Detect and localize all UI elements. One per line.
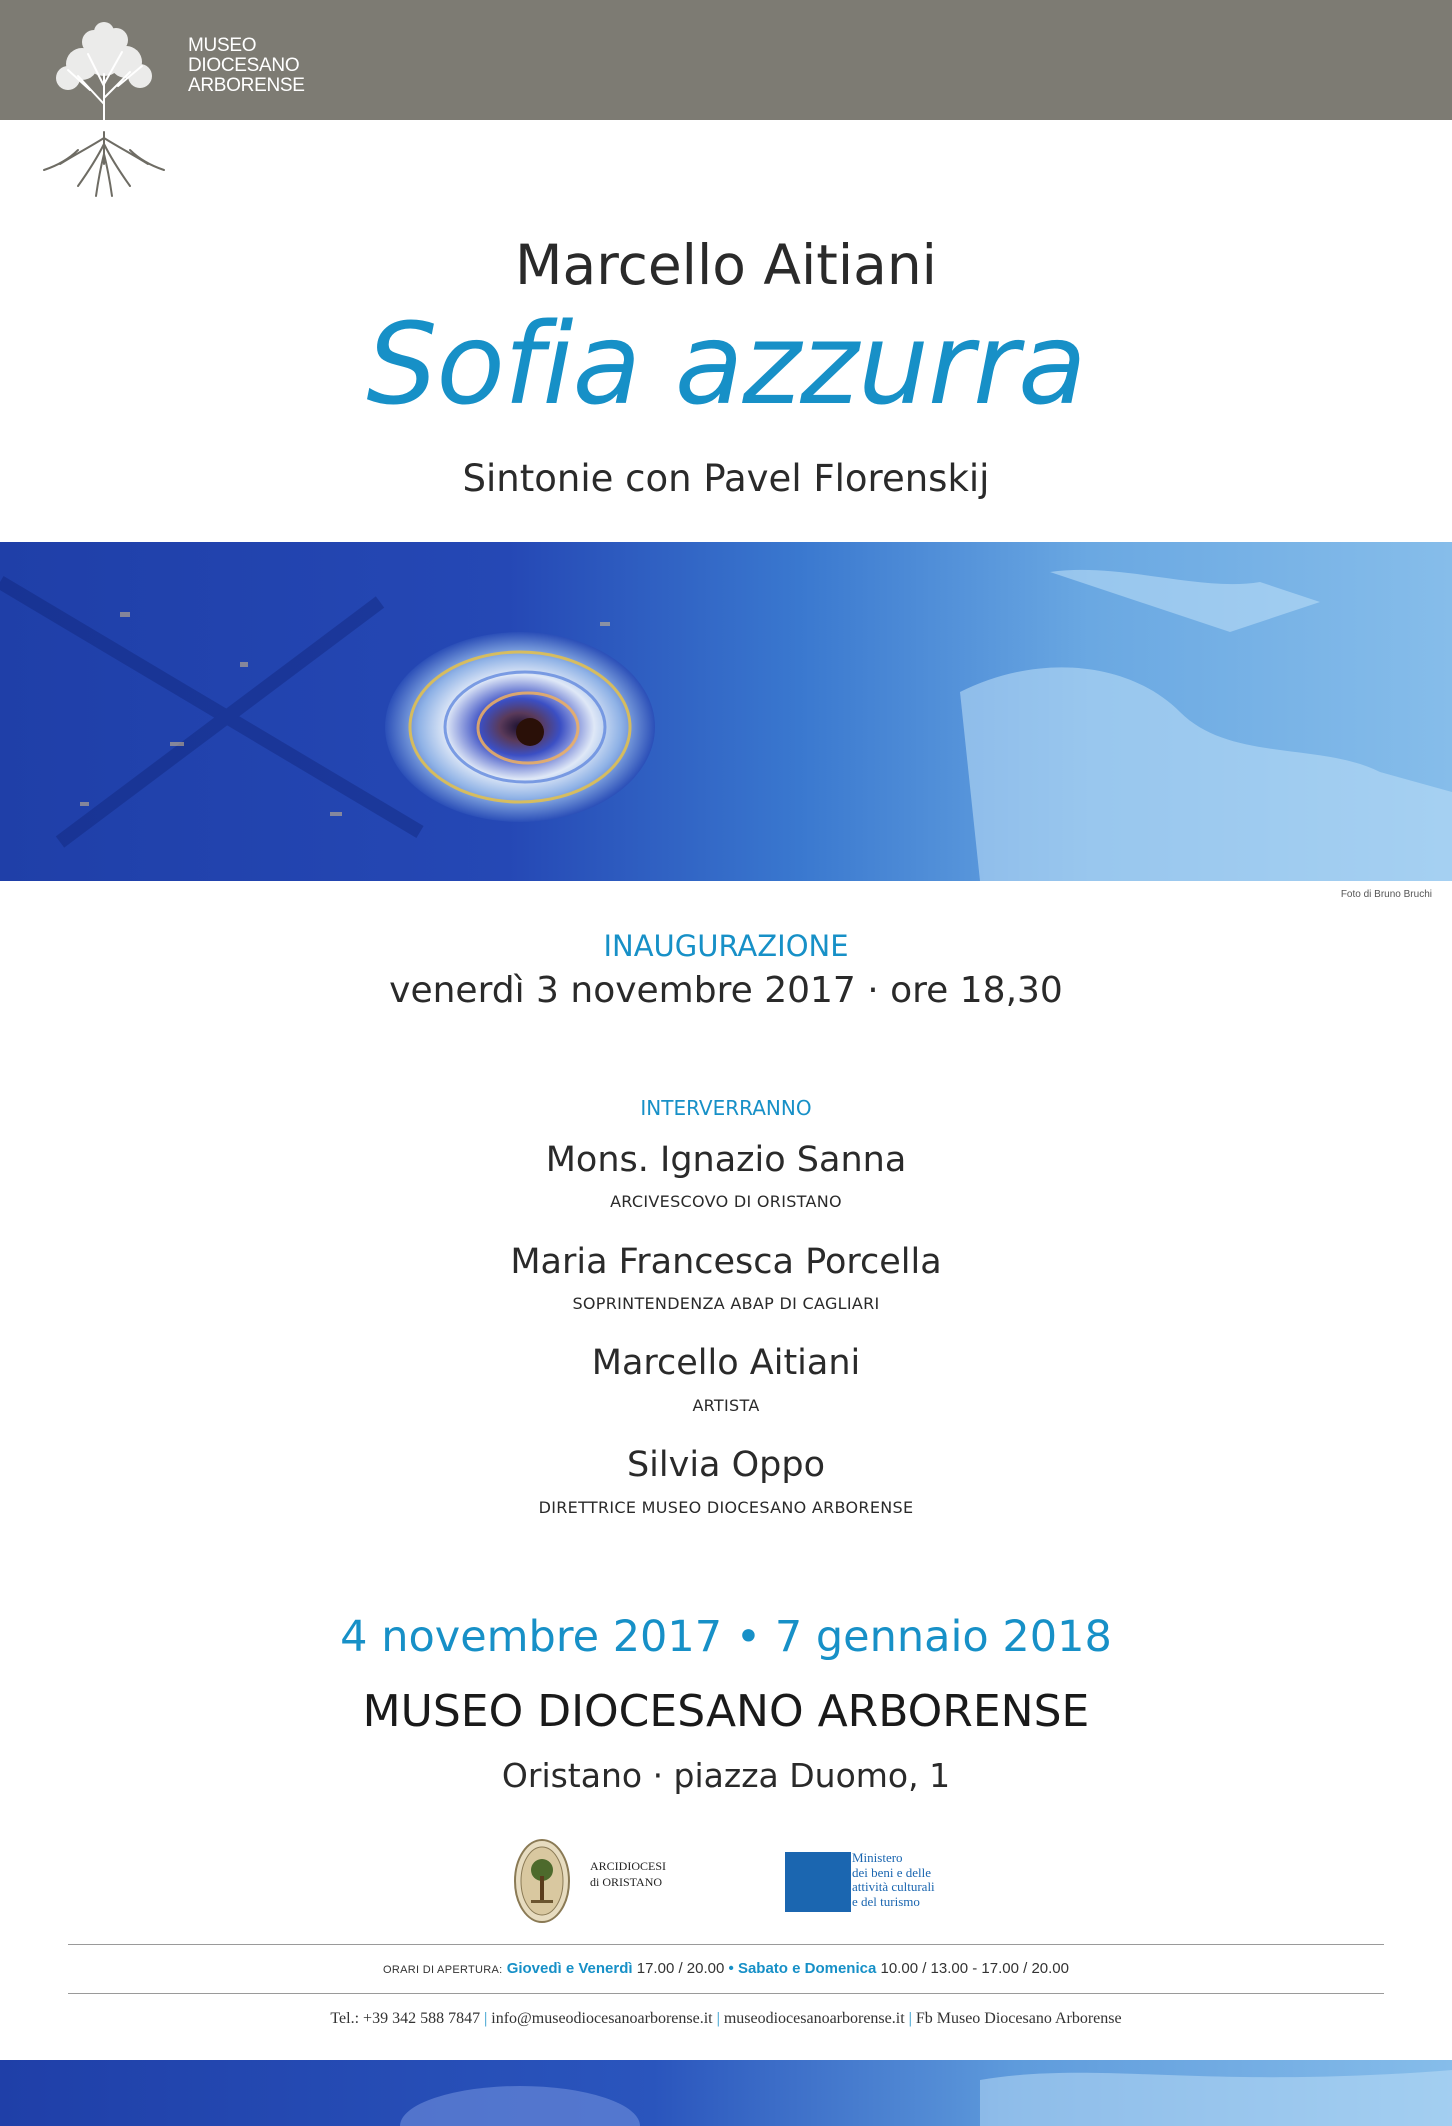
hours-days: Sabato e Domenica: [737, 1960, 877, 1977]
logo-line: MUSEO: [188, 35, 257, 56]
hours-separator: •: [728, 1960, 734, 1977]
phone-number: Tel.: +39 342 588 7847: [330, 2010, 481, 2027]
mibact-mark: MiBACT: [771, 1853, 787, 1908]
speaker-role: ARCIVESCOVO DI ORISTANO: [610, 1192, 842, 1211]
exhibition-dates: 4 novembre 2017 • 7 gennaio 2018: [340, 1612, 1112, 1662]
inauguration-label: INAUGURAZIONE: [603, 929, 849, 963]
opening-hours: [0, 1960, 1452, 1977]
arcidiocesi-label: [590, 1858, 666, 1890]
mibact-line: dei beni e delle: [852, 1864, 932, 1880]
speaker-role: SOPRINTENDENZA ABAP DI CAGLIARI: [572, 1294, 880, 1313]
divider: [68, 1993, 1384, 1994]
speaker-role: DIRETTRICE MUSEO DIOCESANO ARBORENSE: [538, 1498, 914, 1517]
contact-separator: |: [484, 2010, 488, 2027]
logo-line: DIOCESANO: [188, 55, 300, 76]
venue-name: MUSEO DIOCESANO ARBORENSE: [362, 1686, 1090, 1737]
contact-separator: |: [716, 2010, 720, 2027]
mibact-line: attività culturali: [852, 1879, 935, 1894]
arcidiocesi-seal-icon: [513, 1838, 571, 1924]
contact-separator: |: [908, 2010, 912, 2027]
arcidiocesi-line: di ORISTANO: [590, 1875, 663, 1889]
divider: [68, 1944, 1384, 1945]
painting-banner: [0, 542, 1452, 881]
mibact-label: [852, 1851, 935, 1909]
email-link[interactable]: info@museodiocesanoarborense.it: [491, 2010, 713, 2027]
venue-address: Oristano · piazza Duomo, 1: [501, 1756, 951, 1795]
logo-line: ARBORENSE: [188, 75, 305, 96]
mibact-line: e del turismo: [852, 1893, 920, 1909]
speaker-name: Maria Francesca Porcella: [510, 1242, 942, 1282]
speaker-name: Marcello Aitiani: [591, 1343, 861, 1383]
website-link[interactable]: museodiocesanoarborense.it: [723, 2010, 905, 2027]
exhibition-subtitle: Sintonie con Pavel Florenskij: [462, 457, 990, 500]
arcidiocesi-line: ARCIDIOCESI: [590, 1859, 667, 1873]
speaker-role: ARTISTA: [692, 1396, 760, 1415]
hours-times: 10.00 / 13.00 - 17.00 / 20.00: [880, 1960, 1069, 1977]
museum-tree-logo-icon: [38, 14, 170, 200]
painting-strip: [0, 2060, 1452, 2126]
hours-label: ORARI DI APERTURA:: [383, 1964, 503, 1976]
artist-name: Marcello Aitiani: [515, 233, 937, 297]
exhibition-title: Sofia azzurra: [366, 300, 1086, 430]
speakers-label: INTERVERRANNO: [640, 1096, 812, 1120]
inauguration-datetime: venerdì 3 novembre 2017 · ore 18,30: [389, 970, 1063, 1011]
photo-credit: Foto di Bruno Bruchi: [1340, 889, 1432, 900]
hours-times: 17.00 / 20.00: [636, 1960, 725, 1977]
mibact-line: Ministero: [852, 1850, 903, 1865]
contacts-line: [0, 2010, 1452, 2028]
museum-logo-text: [188, 36, 305, 96]
facebook-link[interactable]: Fb Museo Diocesano Arborense: [915, 2010, 1122, 2027]
speaker-name: Mons. Ignazio Sanna: [545, 1140, 907, 1180]
mibact-logo: [771, 1852, 851, 1912]
hours-days: Giovedì e Venerdì: [506, 1960, 633, 1977]
speaker-name: Silvia Oppo: [626, 1445, 826, 1485]
